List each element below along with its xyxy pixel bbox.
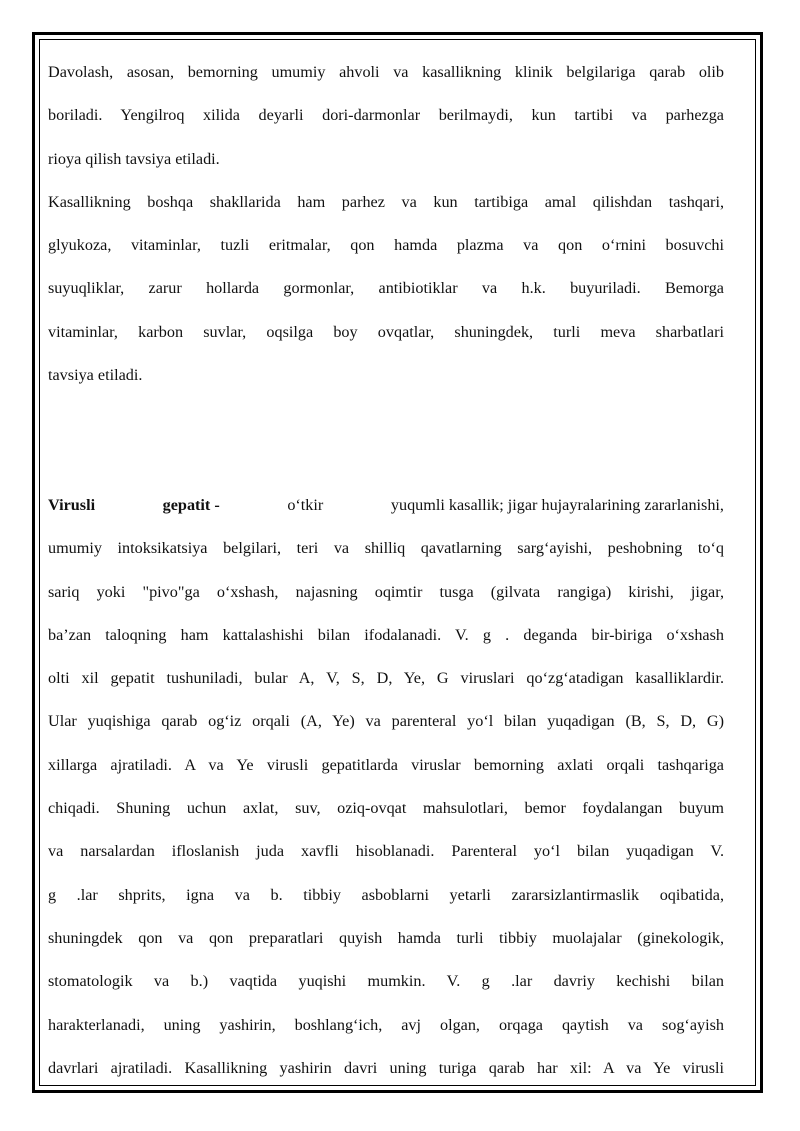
text-word: o‘tkir xyxy=(287,495,324,514)
paragraph-other-forms xyxy=(48,181,724,397)
text-line: Kasallikning boshqa shakllarida ham parhez va kun tartibiga amal qilishdan tashqari, xyxy=(48,192,724,211)
term-word: gepatit - xyxy=(162,495,220,514)
text-line: yuqumli kasallik; jigar hujayralarining zararlanishi, xyxy=(390,495,724,514)
definition-first-line xyxy=(48,484,724,527)
document-body xyxy=(48,51,724,1090)
paragraph-viral-hepatitis xyxy=(48,484,724,1090)
text-line: tavsiya etiladi. xyxy=(48,366,143,385)
text-line: glyukoza, vitaminlar, tuzli eritmalar, qon hamda plazma va qon o‘rnini bosuvchi xyxy=(48,236,724,255)
text-line: Ular yuqishiga qarab og‘iz orqali (A, Ye) va parenteral yo‘l bilan yuqadigan (B, S, D, G) xyxy=(48,712,724,731)
text-line: g .lar shprits, igna va b. tibbiy asboblarni yetarli zararsizlantirmaslik oqibatida, xyxy=(48,885,724,904)
text-line: chiqadi. Shuning uchun axlat, suv, oziq-ovqat mahsulotlari, bemor foydalangan buyum xyxy=(48,799,724,818)
text-line: olti xil gepatit tushuniladi, bular A, V, S, D, Ye, G viruslari qo‘zg‘atadigan kasalliklardir. xyxy=(48,669,724,688)
text-line: suyuqliklar, zarur hollarda gormonlar, antibiotiklar va h.k. buyuriladi. Bemorga xyxy=(48,279,724,298)
text-line: harakterlanadi, uning yashirin, boshlang‘ich, avj olgan, orqaga qaytish va sog‘ayish xyxy=(48,1015,724,1034)
text-line: umumiy intoksikatsiya belgilari, teri va shilliq qavatlarning sarg‘ayishi, peshobning to‘q xyxy=(48,539,724,558)
text-line: stomatologik va b.) vaqtida yuqishi mumkin. V. g .lar davriy kechishi bilan xyxy=(48,972,724,991)
text-line: ba’zan taloqning ham kattalashishi bilan ifodalanadi. V. g . deganda bir-biriga o‘xshash xyxy=(48,625,724,644)
text-line: Davolash, asosan, bemorning umumiy ahvoli va kasallikning klinik belgilariga qarab olib xyxy=(48,63,724,81)
text-line: va narsalardan ifloslanish juda xavfli hisoblanadi. Parenteral yo‘l bilan yuqadigan V. xyxy=(48,842,724,861)
term-word: Virusli xyxy=(48,495,96,514)
text-line: sariq yoki "pivo"ga o‘xshash, najasning oqimtir tusga (gilvata rangiga) kirishi, jigar, xyxy=(48,582,724,601)
text-line: vitaminlar, karbon suvlar, oqsilga boy ovqatlar, shuningdek, turli meva sharbatlari xyxy=(48,322,724,341)
spacer xyxy=(48,441,724,484)
spacer xyxy=(48,397,724,440)
paragraph-treatment xyxy=(48,51,724,181)
text-line: boriladi. Yengilroq xilida deyarli dori-darmonlar berilmaydi, kun tartibi va parhezga xyxy=(48,106,724,125)
text-line: davrlari ajratiladi. Kasallikning yashirin davri uning turiga qarab har xil: A va Ye virusli xyxy=(48,1058,724,1077)
text-line: shuningdek qon va qon preparatlari quyish hamda turli tibbiy muolajalar (ginekologik, xyxy=(48,928,724,947)
text-line: rioya qilish tavsiya etiladi. xyxy=(48,149,220,168)
text-line: xillarga ajratiladi. A va Ye virusli gepatitlarda viruslar bemorning axlati orqali tashqariga xyxy=(48,755,724,774)
